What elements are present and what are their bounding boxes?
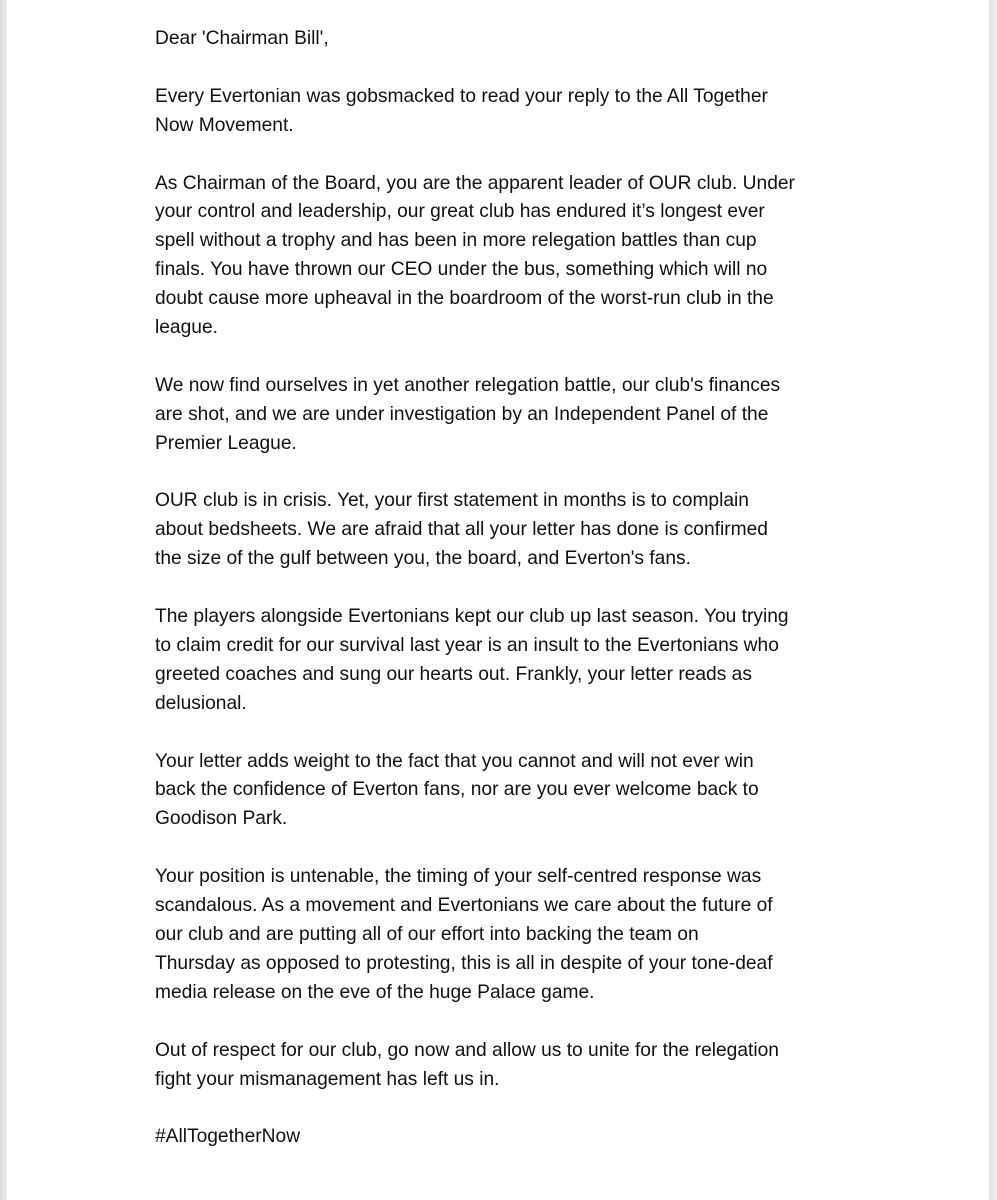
paragraph-line: greeted coaches and sung our hearts out. Frankly, your letter reads as [155,663,752,685]
letter-body [155,25,875,1181]
paragraph [155,1037,875,1095]
paragraph-line: delusional. [155,692,247,714]
paragraph-line: spell without a trophy and has been in more relegation battles than cup [155,230,757,252]
paragraph [155,487,875,574]
paragraph [155,748,875,835]
paragraph-line: The players alongside Evertonians kept our club up last season. You trying [155,606,789,628]
paragraph-line: scandalous. As a movement and Evertonians we care about the future of [155,895,773,917]
paragraph-line: Now Movement. [155,114,294,136]
paragraph-line: to claim credit for our survival last year is an insult to the Evertonians who [155,634,779,656]
paragraph-line: fight your mismanagement has left us in. [155,1068,500,1090]
paragraph-line: Out of respect for our club, go now and allow us to unite for the relegation [155,1039,779,1061]
page-edge-right [989,0,997,1200]
paragraph-line: the size of the gulf between you, the board, and Everton's fans. [155,548,691,570]
paragraph-line: Premier League. [155,432,297,454]
paragraph-line: your control and leadership, our great club has endured it’s longest ever [155,201,765,223]
paragraph-line: about bedsheets. We are afraid that all your letter has done is confirmed [155,519,768,541]
paragraph [155,603,875,719]
paragraph [155,863,875,1008]
paragraph-line: doubt cause more upheaval in the boardroom of the worst-run club in the [155,288,774,310]
paragraph [155,170,875,343]
paragraph [155,372,875,459]
paragraph-line: Your letter adds weight to the fact that you cannot and will not ever win [155,750,754,772]
signoff-hashtag [155,1123,875,1152]
paragraph-line: Thursday as opposed to protesting, this is all in despite of your tone-deaf [155,952,773,974]
paragraph-line: Every Evertonian was gobsmacked to read your reply to the All Together [155,85,768,107]
paragraph-line: finals. You have thrown our CEO under the bus, something which will no [155,259,768,281]
paragraph-line: Your position is untenable, the timing of your self-centred response was [155,866,762,888]
letter-paragraphs [155,83,875,1095]
paragraph-line: Goodison Park. [155,808,288,830]
paragraph-line: league. [155,317,218,339]
paragraph-line: As Chairman of the Board, you are the apparent leader of OUR club. Under [155,172,795,194]
salutation [155,25,875,54]
paragraph-line: media release on the eve of the huge Palace game. [155,981,595,1003]
page-edge-left [0,0,7,1200]
paragraph-line: OUR club is in crisis. Yet, your first statement in months is to complain [155,490,749,512]
paragraph-line: are shot, and we are under investigation by an Independent Panel of the [155,403,769,425]
signoff-text: #AllTogetherNow [155,1126,301,1148]
paragraph-line: We now find ourselves in yet another relegation battle, our club's finances [155,374,781,396]
salutation-text: Dear 'Chairman Bill', [155,28,329,49]
paragraph-line: our club and are putting all of our effort into backing the team on [155,923,699,945]
paragraph-line: back the confidence of Everton fans, nor are you ever welcome back to [155,779,759,801]
paragraph [155,83,875,141]
